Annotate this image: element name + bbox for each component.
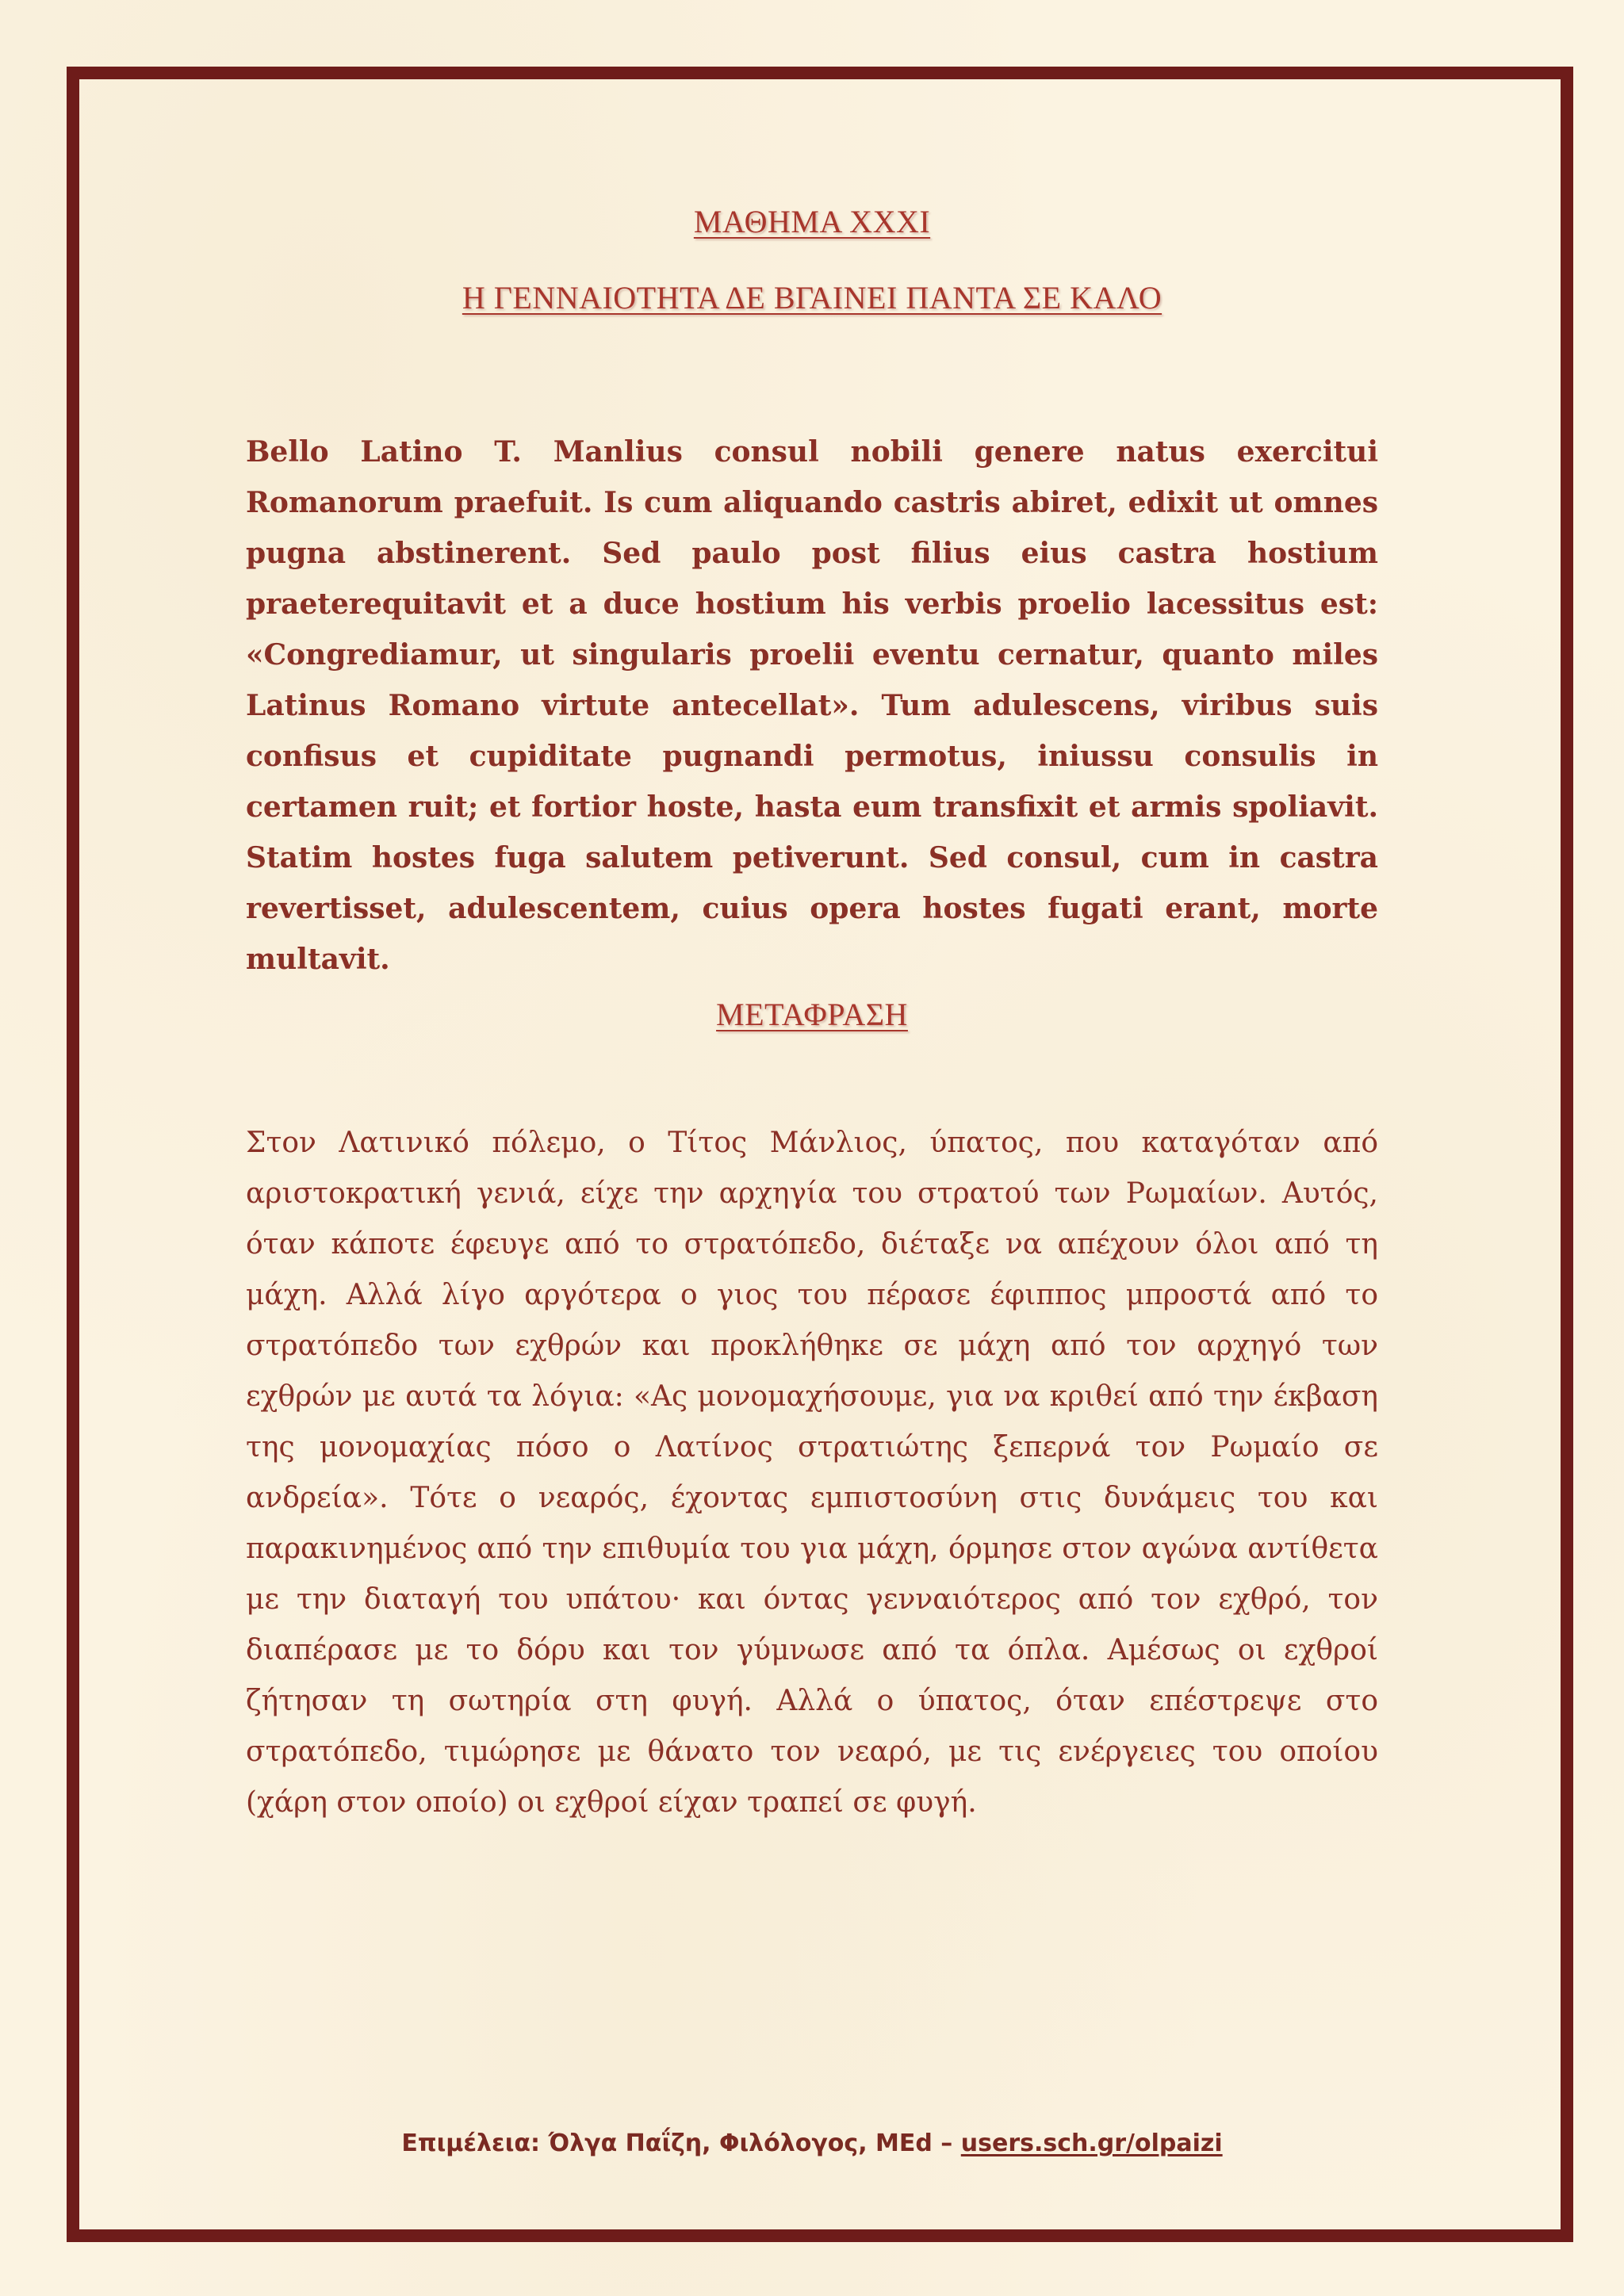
greek-translation-paragraph: Στον Λατινικό πόλεμο, ο Τίτος Μάνλιος, ύπατος, που καταγόταν από αριστοκρατική γενιά, είχε την αρχηγία του στρατού των Ρωμαίων. Αυτός, όταν κάποτε έφευγε από το στρατόπεδο, διέταξε να απέχουν όλοι από τη μάχη. Αλλά λίγο αργότερα ο γιος του πέρασε έφιππος μπροστά από το στρατόπεδο των εχθρών και προκλήθηκε σε μάχη από τον αρχηγό των εχθρών με αυτά τα λόγια: «Ας μονομαχήσουμε, για να κριθεί από την έκβαση της μονομαχίας πόσο ο Λατίνος στρατιώτης ξεπερνά τον Ρωμαίο σε ανδρεία». Τότε ο νεαρός, έχοντας εμπιστοσύνη στις δυνάμεις του και παρακινημένος από την επιθυμία του για μάχη, όρμησε στον αγώνα αντίθετα με την διαταγή του υπάτου· και όντας γενναιότερος από τον εχθρό, τον διαπέρασε με το δόρυ και τον γύμνωσε από τα όπλα. Αμέσως οι εχθροί ζήτησαν τη σωτηρία στη φυγή. Αλλά ο ύπατος, όταν επέστρεψε στο στρατόπεδο, τιμώρησε με θάνατο τον νεαρό, με τις ενέργειες του οποίου (χάρη στον οποίο) οι εχθροί είχαν τραπεί σε φυγή.: [246, 1127, 1378, 1819]
footer-website-link[interactable]: users.sch.gr/olpaizi: [960, 2130, 1223, 2157]
lesson-title: ΜΑΘΗΜΑ XXXI: [693, 204, 931, 239]
footer-credit: [0, 2130, 1624, 2157]
footer-credit-text: Επιμέλεια: Όλγα Παΐζη, Φιλόλογος, MEd –: [401, 2130, 961, 2157]
translation-heading: ΜΕΤΑΦΡΑΣΗ: [716, 997, 908, 1032]
latin-text-paragraph: Bello Latino T. Manlius consul nobili genere natus exercitui Romanorum praefuit. Is cum aliquando castris abiret, edixit ut omnes pugna abstinerent. Sed paulo post filius eius castra hostium praeterequitavit et a duce hostium his verbis proelio lacessitus est: «Congrediamur, ut singularis proelii eventu cernatur, quanto miles Latinus Romano virtute antecellat». Tum adulescens, viribus suis confisus et cupiditate pugnandi permotus, iniussu consulis in certamen ruit; et fortior hoste, hasta eum transfixit et armis spoliavit. Statim hostes fuga salutem petiverunt. Sed consul, cum in castra revertisset, adulescentem, cuius opera hostes fugati erant, morte multavit.: [246, 435, 1378, 976]
lesson-subtitle: Η ΓΕΝΝΑΙΟΤΗΤΑ ΔΕ ΒΓΑΙΝΕΙ ΠΑΝΤΑ ΣΕ ΚΑΛΟ: [462, 280, 1162, 316]
